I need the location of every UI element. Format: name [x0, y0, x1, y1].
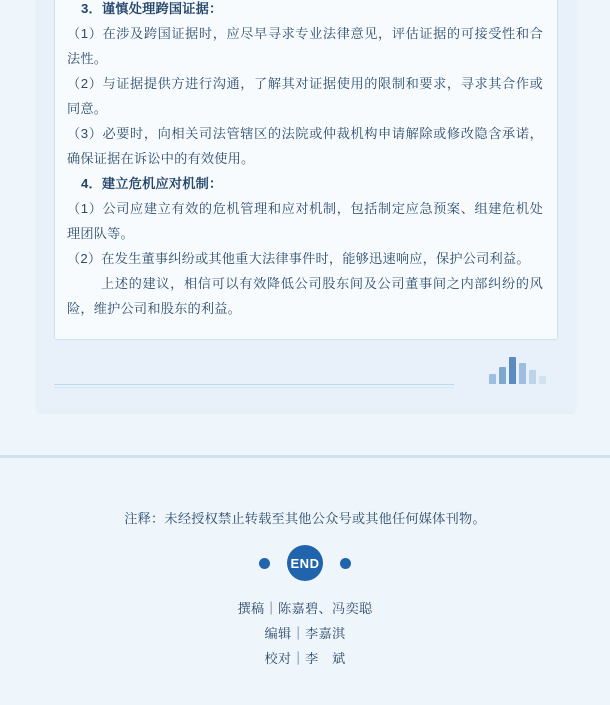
credit-author: 撰稿｜陈嘉碧、冯奕聪: [237, 601, 373, 616]
end-marker-row: [0, 545, 610, 581]
article-paragraph: （1）在涉及跨国证据时，应尽早寻求专业法律意见，评估证据的可接受性和合法性。: [67, 26, 543, 66]
article-paragraph: （3）必要时，向相关司法管辖区的法院或仲裁机构申请解除或修改隐含承诺，确保证据在诉讼中的有效使用。: [67, 126, 543, 166]
copyright-note: 注释：未经授权禁止转载至其他公众号或其他任何媒体刊物。: [124, 511, 486, 526]
bar-chart-decoration-icon: [489, 352, 551, 384]
article-body: [55, 0, 557, 321]
credits-block: [0, 596, 610, 671]
article-inner-panel: [54, 0, 558, 340]
dot-left-icon: [259, 558, 270, 569]
article-paragraph: 4．建立危机应对机制：: [81, 176, 223, 191]
article-paragraph: （1）公司应建立有效的危机管理和应对机制，包括制定应急预案、组建危机处理团队等。: [67, 201, 543, 241]
end-badge: END: [287, 545, 323, 581]
article-paragraph: 上述的建议，相信可以有效降低公司股东间及公司董事间之内部纠纷的风险，维护公司和股东的利益。: [67, 276, 543, 316]
credit-editor: 编辑｜李嘉淇: [264, 626, 346, 641]
dot-right-icon: [340, 558, 351, 569]
card-divider-line: [54, 384, 454, 385]
credit-proofreader: 校对｜李 斌: [264, 651, 346, 666]
article-card: [37, 0, 575, 412]
article-paragraph: 3．谨慎处理跨国证据：: [81, 1, 223, 16]
article-paragraph: （2）与证据提供方进行沟通，了解其对证据使用的限制和要求，寻求其合作或同意。: [67, 76, 543, 116]
section-separator: [0, 455, 610, 458]
card-divider-line-secondary: [54, 387, 454, 388]
article-paragraph: （2）在发生董事纠纷或其他重大法律事件时，能够迅速响应，保护公司利益。: [67, 251, 530, 266]
